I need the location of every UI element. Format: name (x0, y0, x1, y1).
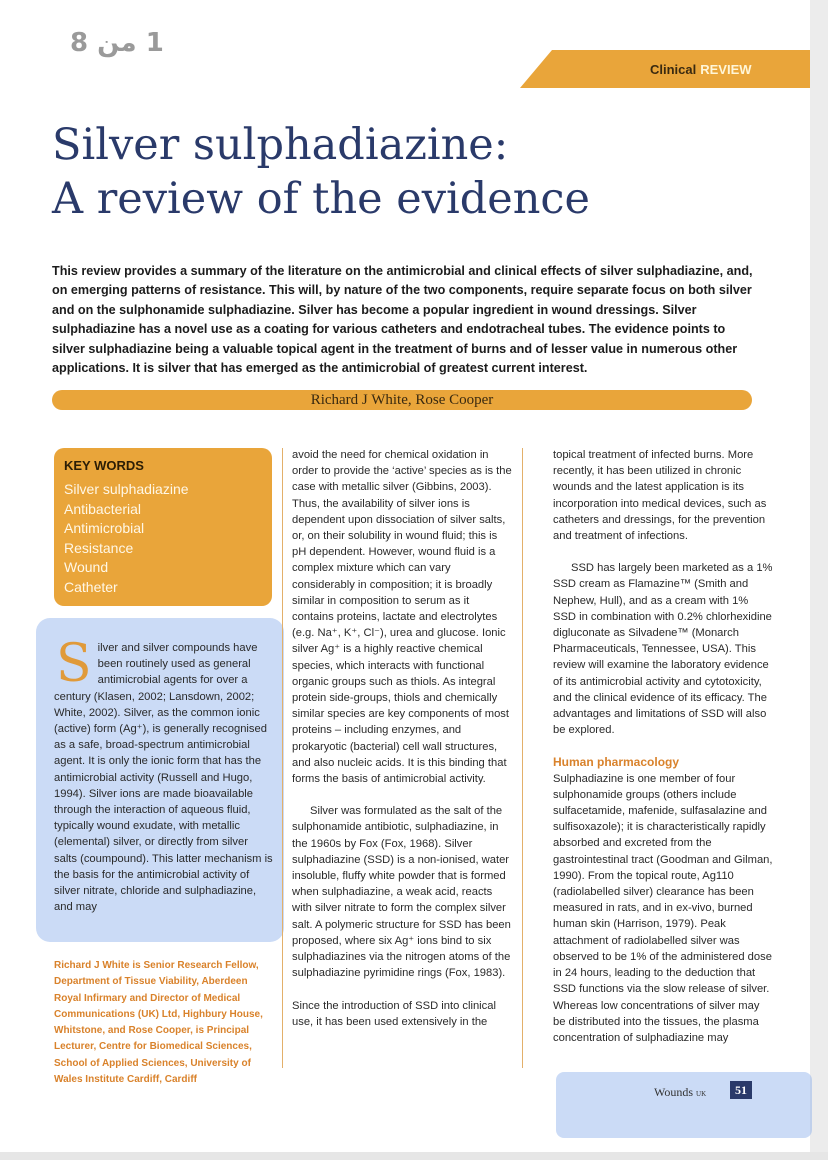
paragraph: Sulphadiazine is one member of four sulphonamide groups (others include sulfacetamide, mafenide, sulfasalazine and sulfisoxazole); it is characteristically rapidly absorbed and excreted from the gastrointestinal tract (Goodman and Gilman, 1990). From the topical route, Ag110 (radiolabelled silver) clearance has been measured in rats, and in ex-vivo, burned human skin (Harrison, 1979). Peak attachment of radiolabelled silver was observed to be 1% of the administered dose in 24 hours, leading to the deduction that SSD functions via the slow release of silver. Whereas low concentrations of silver may be distributed into the tissues, the plasma concentration of sulphadiazine may (553, 772, 773, 1044)
column-1 (54, 634, 274, 931)
paragraph: Since the introduction of SSD into clinical use, it has been used extensively in the (292, 999, 496, 1028)
page-number: 51 (730, 1081, 752, 1099)
author-bio: Richard J White is Senior Research Fellow, Department of Tissue Viability, Aberdeen Royal Infirmary and Director of Medical Communications (UK) Ltd, Highbury House, Whitstone, and Rose Cooper, is Principal Lecturer, Centre for Biomedical Sciences, School of Applied Sciences, University of Wales Institute Cardiff, Cardiff (54, 960, 263, 1086)
section-heading: Human pharmacology (553, 755, 680, 770)
paragraph: SSD has largely been marketed as a 1% SSD cream as Flamazine™ (Smith and Nephew, Hull), and as a cream with 1% SSD in combination with 0.2% chlorhexidine digluconate as Silvadene™ (Monarch Pharmaceuticals, Tennessee, USA). This review will examine the laboratory evidence of its antimicrobial activity and cytotoxicity, and the clinical evidence of its efficacy. The advantages and limitations of SSD will also be explored. (553, 562, 773, 737)
keyword-item: Antibacterial (64, 500, 142, 517)
paragraph: topical treatment of infected burns. More recently, it has been utilized in chronic wounds and the latest application is its incorporation into medical devices, such as catheters and dressings, for the prevention and treatment of infections. (553, 449, 767, 543)
keywords-box (54, 448, 272, 606)
author-bar (52, 390, 752, 410)
viewer-gutter (810, 0, 828, 1160)
paragraph: avoid the need for chemical oxidation in order to provide the ‘active’ species as is the case with metallic silver (Gibbins, 2003). Thus, the availability of silver ions is dependent upon dissociation of silver salts, or, on their solubility in wound fluid; this is pH dependent. However, wound fluid is a complex mixture which can vary considerably in composition; it is broadly similar in composition to serum as it contains proteins, lactate and electrolytes (e.g. Na⁺, K⁺, Cl⁻), urea and glucose. Ionic silver Ag⁺ is a highly reactive chemical species, which interacts with functional organic groups such as thiols. As integral protein side-groups, thiols and chemically similar species are key components of most proteins – including enzymes, and prokaryotic (bacterial) cell wall structures, and also nucleic acids. It is this binding that forms the basis of antimicrobial activity. (292, 449, 512, 786)
section-accent: REVIEW (700, 62, 752, 77)
journal-name (654, 1085, 706, 1099)
keywords-title: KEY WORDS (64, 458, 144, 473)
title-line-1: Silver sulphadiazine: (52, 120, 509, 170)
journal-suffix: UK (696, 1090, 707, 1098)
text-selection-highlight (556, 1072, 812, 1138)
keywords-list (64, 480, 189, 598)
drop-cap: S (56, 634, 92, 694)
title-line-2: A review of the evidence (52, 174, 590, 224)
intro-text: ilver and silver compounds have been routinely used as general antimicrobial agents for over a century (Klasen, 2002; Lansdown, 2002; White, 2002). Silver, as the common ionic (active) form (Ag⁺), is generally recognised as a safe, broad-spectrum antimicrobial agent. It is only the ionic form that has the antimicrobial activity (Russell and Hugo, 1994). Silver ions are made bioavailable through the interaction of aqueous fluid, typically wound exudate, with metallic (elemental) silver, or directly from silver salts (coumpound). This latter mechanism is the basis for the antimicrobial activity of silver nitrate, chloride and sulphadiazine, and may (54, 642, 273, 914)
journal-title: Wounds (654, 1085, 694, 1099)
intro-paragraph (54, 634, 274, 915)
keyword-item: Resistance (64, 539, 134, 556)
keyword-item: Silver sulphadiazine (64, 481, 189, 497)
viewer-bottom-edge (0, 1152, 828, 1160)
section-label (650, 62, 752, 77)
keyword-item: Wound (64, 559, 109, 576)
column-2 (292, 447, 512, 1046)
page-footer (654, 1083, 747, 1101)
section-name: Clinical (650, 62, 697, 77)
keyword-item: Catheter (64, 578, 118, 595)
paragraph: Silver was formulated as the salt of the sulphonamide antibiotic, sulphadiazine, in the 1960s by Fox (Fox, 1968). Silver sulphadiazine (SSD) is a non-ionised, water insoluble, fluffy white powder that is formed when sulphadiazine, a weak acid, reacts with silver nitrate to form the complex silver salt. A polymeric structure for SSD has been proposed, where six Ag⁺ ions bind to six sulphadiazines via the nitrogen atoms of the sulphadiazine pyrimidine rings (Fox, 1983). (292, 805, 511, 980)
authors: Richard J White, Rose Cooper (310, 392, 494, 408)
abstract: This review provides a summary of the literature on the antimicrobial and clinical effects of silver sulphadiazine, and, on emerging patterns of resistance. This will, by nature of the two components, require separate focus on both silver and on the sulphonamide sulphadiazine. Silver has become a popular ingredient in wound dressings. Silver sulphadiazine has a novel use as a coating for various catheters and endotracheal tubes. The evidence points to silver sulphadiazine being a valuable topical agent in the treatment of burns and of lesser value in numerous other applications. It is silver that has emerged as the antimicrobial of greatest current interest. (52, 264, 753, 376)
article-title (52, 118, 590, 226)
column-divider (282, 448, 283, 1068)
keyword-item: Antimicrobial (64, 520, 145, 537)
page-counter: 1 من 8 (70, 28, 164, 58)
column-divider (522, 448, 523, 1068)
column-3 (553, 447, 773, 1062)
